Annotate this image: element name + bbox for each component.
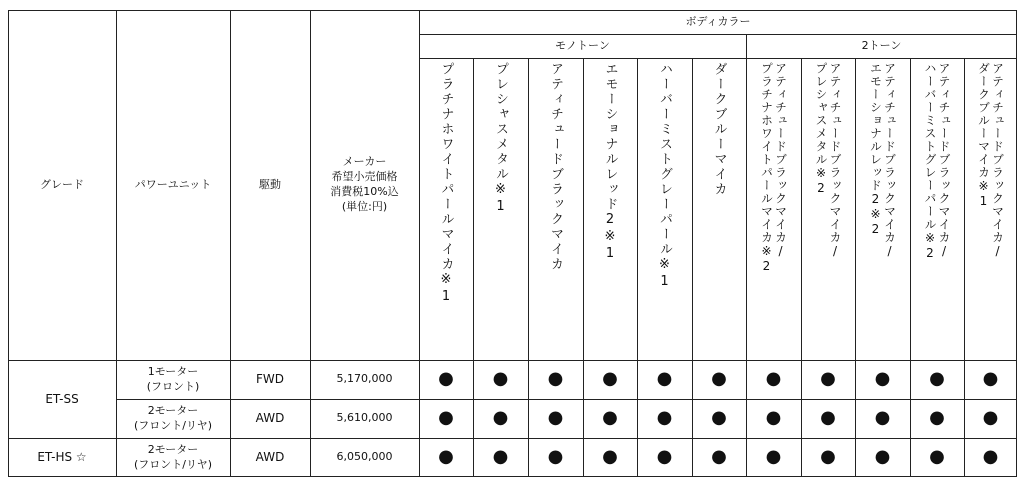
available-dot-icon: ● <box>492 407 509 429</box>
available-dot-icon: ● <box>711 368 727 390</box>
availability-cell <box>473 438 528 477</box>
power-unit-cell <box>116 360 230 399</box>
divider <box>637 58 638 477</box>
available-dot-icon: ● <box>929 368 945 390</box>
color-header-two-tone-5 <box>964 58 1017 360</box>
availability-cell <box>801 438 855 477</box>
divider <box>230 10 231 477</box>
available-dot-icon: ● <box>874 407 891 429</box>
divider <box>116 399 1017 400</box>
color-header-mono-3: アティチュードブラックマイカ <box>548 62 563 272</box>
divider <box>910 58 911 477</box>
available-dot-icon: ● <box>929 446 945 468</box>
availability-cell <box>692 399 746 438</box>
color-header-mono-4: エモーショナルレッド2※1 <box>602 62 618 263</box>
divider <box>419 10 420 477</box>
availability-cell <box>419 360 473 399</box>
divider <box>419 34 1017 35</box>
availability-cell <box>419 438 473 477</box>
available-dot-icon: ● <box>656 446 673 468</box>
price-cell: 6,050,000 <box>336 450 393 464</box>
header-two-tone: 2トーン <box>861 38 902 52</box>
two-tone-part-2: プレシャスメタル※2 <box>814 62 828 196</box>
availability-cell <box>801 360 855 399</box>
divider <box>473 58 474 477</box>
available-dot-icon: ● <box>492 446 509 468</box>
available-dot-icon: ● <box>438 368 454 390</box>
available-dot-icon: ● <box>602 407 618 429</box>
availability-cell <box>910 438 964 477</box>
header-price <box>310 10 419 360</box>
color-header-mono-2: プレシャスメタル※1 <box>493 62 508 216</box>
power-unit-line2: (フロント/リヤ) <box>133 418 213 432</box>
available-dot-icon: ● <box>656 407 673 429</box>
availability-cell <box>637 360 692 399</box>
availability-cell <box>855 360 910 399</box>
header-grade: グレード <box>40 177 84 191</box>
divider <box>692 58 693 477</box>
availability-cell <box>419 399 473 438</box>
availability-cell <box>473 360 528 399</box>
two-tone-part-1: アティチュードブラックマイカ/ <box>882 62 897 259</box>
availability-cell <box>528 399 583 438</box>
availability-cell <box>583 399 637 438</box>
header-body-color: ボディカラー <box>685 14 751 28</box>
two-tone-part-1: アティチュードブラックマイカ/ <box>937 62 951 259</box>
availability-cell <box>964 438 1017 477</box>
divider <box>583 58 584 477</box>
available-dot-icon: ● <box>874 446 891 468</box>
availability-cell <box>692 438 746 477</box>
table-border-left <box>8 10 9 477</box>
price-cell: 5,610,000 <box>336 411 393 425</box>
grade-cell: ET-HS ☆ <box>37 450 87 465</box>
power-unit-line1: 2モーター <box>147 442 199 456</box>
available-dot-icon: ● <box>820 407 836 429</box>
divider <box>8 438 1017 439</box>
table-border-bottom <box>8 476 1017 477</box>
available-dot-icon: ● <box>874 368 891 390</box>
divider <box>8 360 1017 361</box>
divider <box>116 10 117 477</box>
color-header-two-tone-1 <box>746 58 801 360</box>
available-dot-icon: ● <box>602 446 618 468</box>
available-dot-icon: ● <box>602 368 618 390</box>
available-dot-icon: ● <box>982 446 999 468</box>
available-dot-icon: ● <box>547 446 564 468</box>
available-dot-icon: ● <box>547 407 564 429</box>
header-power-unit: パワーユニット <box>134 177 212 191</box>
two-tone-part-2: エモーショナルレッド2※2 <box>868 62 883 237</box>
available-dot-icon: ● <box>711 407 727 429</box>
drive-cell: AWD <box>255 411 285 426</box>
available-dot-icon: ● <box>765 368 782 390</box>
available-dot-icon: ● <box>765 446 782 468</box>
available-dot-icon: ● <box>547 368 564 390</box>
two-tone-part-2: ハーバーミストグレーパール※2 <box>923 62 937 261</box>
price-header-line3: 消費税10%込 <box>330 185 399 198</box>
available-dot-icon: ● <box>656 368 673 390</box>
price-header-line4: (単位:円) <box>341 199 388 213</box>
two-tone-part-1: アティチュードブラックマイカ/ <box>773 62 788 259</box>
divider <box>419 58 1017 59</box>
available-dot-icon: ● <box>982 368 999 390</box>
divider <box>964 58 965 477</box>
divider <box>528 58 529 477</box>
table-border-top <box>8 10 1017 11</box>
price-header-line2: 希望小売価格 <box>331 170 398 184</box>
availability-cell <box>637 399 692 438</box>
availability-cell <box>855 438 910 477</box>
color-header-two-tone-4 <box>910 58 964 360</box>
two-tone-part-1: アティチュードブラックマイカ/ <box>990 62 1005 259</box>
availability-cell <box>692 360 746 399</box>
available-dot-icon: ● <box>438 446 454 468</box>
price-cell: 5,170,000 <box>336 372 393 386</box>
availability-cell <box>801 399 855 438</box>
table-border-right <box>1016 10 1017 477</box>
color-header-mono-6: ダークブルーマイカ <box>711 62 727 197</box>
power-unit-line2: (フロント/リヤ) <box>133 457 213 471</box>
power-unit-line1: 1モーター <box>147 364 199 378</box>
availability-cell <box>528 438 583 477</box>
color-header-two-tone-2 <box>801 58 855 360</box>
divider <box>801 58 802 477</box>
drive-cell: FWD <box>255 372 284 387</box>
availability-cell <box>855 399 910 438</box>
available-dot-icon: ● <box>982 407 999 429</box>
availability-cell <box>910 399 964 438</box>
availability-cell <box>637 438 692 477</box>
available-dot-icon: ● <box>820 446 836 468</box>
availability-cell <box>910 360 964 399</box>
two-tone-part-1: アティチュードブラックマイカ/ <box>828 62 842 259</box>
power-unit-line1: 2モーター <box>147 403 199 417</box>
power-unit-cell <box>116 399 230 438</box>
available-dot-icon: ● <box>438 407 454 429</box>
available-dot-icon: ● <box>765 407 782 429</box>
available-dot-icon: ● <box>711 446 727 468</box>
grade-cell: ET-SS <box>45 391 79 406</box>
color-header-mono-5: ハーバーミストグレーパール※1 <box>657 62 672 291</box>
price-header-line1: メーカー <box>342 155 387 169</box>
availability-cell <box>964 360 1017 399</box>
header-mono-tone: モノトーン <box>555 38 610 52</box>
divider <box>746 34 747 477</box>
available-dot-icon: ● <box>492 368 509 390</box>
availability-cell <box>583 438 637 477</box>
availability-cell <box>473 399 528 438</box>
availability-cell <box>583 360 637 399</box>
availability-cell <box>746 438 801 477</box>
color-header-mono-1: プラチナホワイトパールマイカ※1 <box>438 62 454 306</box>
divider <box>310 10 311 477</box>
color-header-two-tone-3 <box>855 58 910 360</box>
two-tone-part-2: プラチナホワイトパールマイカ※2 <box>759 62 774 274</box>
header-drive: 駆動 <box>259 177 281 191</box>
drive-cell: AWD <box>255 450 285 465</box>
power-unit-cell <box>116 438 230 477</box>
availability-cell <box>964 399 1017 438</box>
divider <box>855 58 856 477</box>
available-dot-icon: ● <box>820 368 836 390</box>
available-dot-icon: ● <box>929 407 945 429</box>
availability-cell <box>746 360 801 399</box>
two-tone-part-2: ダークブルーマイカ※1 <box>976 62 991 209</box>
power-unit-line2: (フロント) <box>146 379 200 393</box>
availability-cell <box>746 399 801 438</box>
availability-cell <box>528 360 583 399</box>
